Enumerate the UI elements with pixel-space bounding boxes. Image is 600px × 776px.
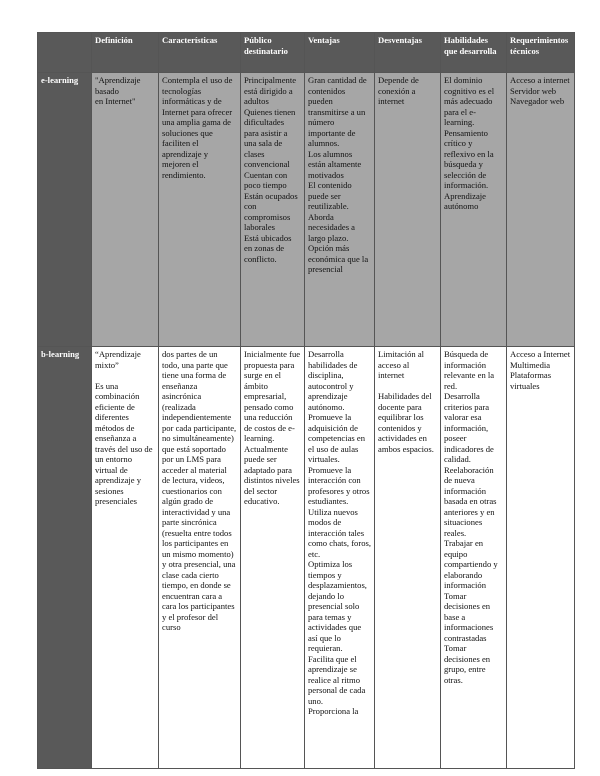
cell-blearning-desventajas: Limitación al acceso al internet Habilidades del docente para equilibrar los contenidos y actividades en ambos espacios. (375, 347, 441, 769)
comparison-table (37, 32, 575, 769)
cell-elearning-requerimientos: Acceso a internet Servidor web Navegador web (507, 73, 575, 347)
cell-blearning-requerimientos: Acceso a Internet Multimedia Plataformas virtuales (507, 347, 575, 769)
header-cell-requerimientos: Requerimientos técnicos (507, 33, 575, 73)
cell-blearning-ventajas: Desarrolla habilidades de disciplina, autocontrol y aprendizaje autónomo. Promueve la adquisición de competencias en el uso de aulas virtuales. Promueve la interacción con profesores y otros estudiantes. Utiliza nuevos modos de interacción tales como chats, foros, etc. Optimiza los tiempos y desplazamientos, dejando lo presencial solo para temas y actividades que así que lo requieran. Facilita que el aprendizaje se realice al ritmo personal de cada uno. Proporciona la (305, 347, 375, 769)
cell-elearning-habilidades: El dominio cognitivo es el más adecuado para el e-learning. Pensamiento crítico y reflexivo en la búsqueda y selección de información. Aprendizaje autónomo (441, 73, 507, 347)
cell-elearning-desventajas: Depende de conexión a internet (375, 73, 441, 347)
header-cell-ventajas: Ventajas (305, 33, 375, 73)
table-header-row (38, 33, 575, 73)
cell-elearning-caracteristicas: Contempla el uso de tecnologías informáticas y de Internet para ofrecer una amplia gama de soluciones que faciliten el aprendizaje y mejoren el rendimiento. (159, 73, 241, 347)
row-label-elearning: e-learning (38, 73, 92, 347)
cell-elearning-ventajas: Gran cantidad de contenidos pueden transmitirse a un número importante de alumnos. Los alumnos están altamente motivados El contenido puede ser reutilizable. Aborda necesidades a largo plazo. Opción más económica que la presencial (305, 73, 375, 347)
header-cell-definicion: Definición (92, 33, 159, 73)
header-cell-publico: Público destinatario (241, 33, 305, 73)
cell-blearning-publico: Inicialmente fue propuesta para surge en el ámbito empresarial, pensado como una reducción de costos de e-learning. Actualmente puede ser adaptado para distintos niveles del sector educativo. (241, 347, 305, 769)
cell-blearning-habilidades: Búsqueda de información relevante en la red. Desarrolla criterios para valorar esa información, poseer indicadores de calidad. Reelaboración de nueva información basada en otras anteriores y en situaciones reales. Trabajar en equipo compartiendo y elaborando información Tomar decisiones en base a informaciones contrastadas Tomar decisiones en grupo, entre otras. (441, 347, 507, 769)
header-cell-habilidades: Habilidades que desarrolla (441, 33, 507, 73)
table-row-elearning (38, 73, 575, 347)
table-row-blearning (38, 347, 575, 769)
row-label-blearning: b-learning (38, 347, 92, 769)
cell-blearning-definicion: “Aprendizaje mixto” Es una combinación eficiente de diferentes métodos de enseñanza a través del uso de un entorno virtual de aprendizaje y sesiones presenciales (92, 347, 159, 769)
cell-elearning-definicion: "Aprendizaje basado en Internet" (92, 73, 159, 347)
cell-elearning-publico: Principalmente está dirigido a adultos Quienes tienen dificultades para asistir a una sala de clases convencional Cuentan con poco tiempo Están ocupados con compromisos laborales Está ubicados en zonas de conflicto. (241, 73, 305, 347)
header-cell-desventajas: Desventajas (375, 33, 441, 73)
header-cell-caracteristicas: Características (159, 33, 241, 73)
cell-blearning-caracteristicas: dos partes de un todo, una parte que tiene una forma de enseñanza asincrónica (realizada independientemente por cada participante, no simultáneamente) que está soportado por un LMS para acceder al material de lectura, videos, cuestionarios con algún grado de interactividad y una parte sincrónica (resuelta entre todos los participantes en un mismo momento) y otra presencial, una clase cada cierto tiempo, en donde se encuentran cara a cara los participantes y el profesor del curso (159, 347, 241, 769)
header-cell-corner (38, 33, 92, 73)
